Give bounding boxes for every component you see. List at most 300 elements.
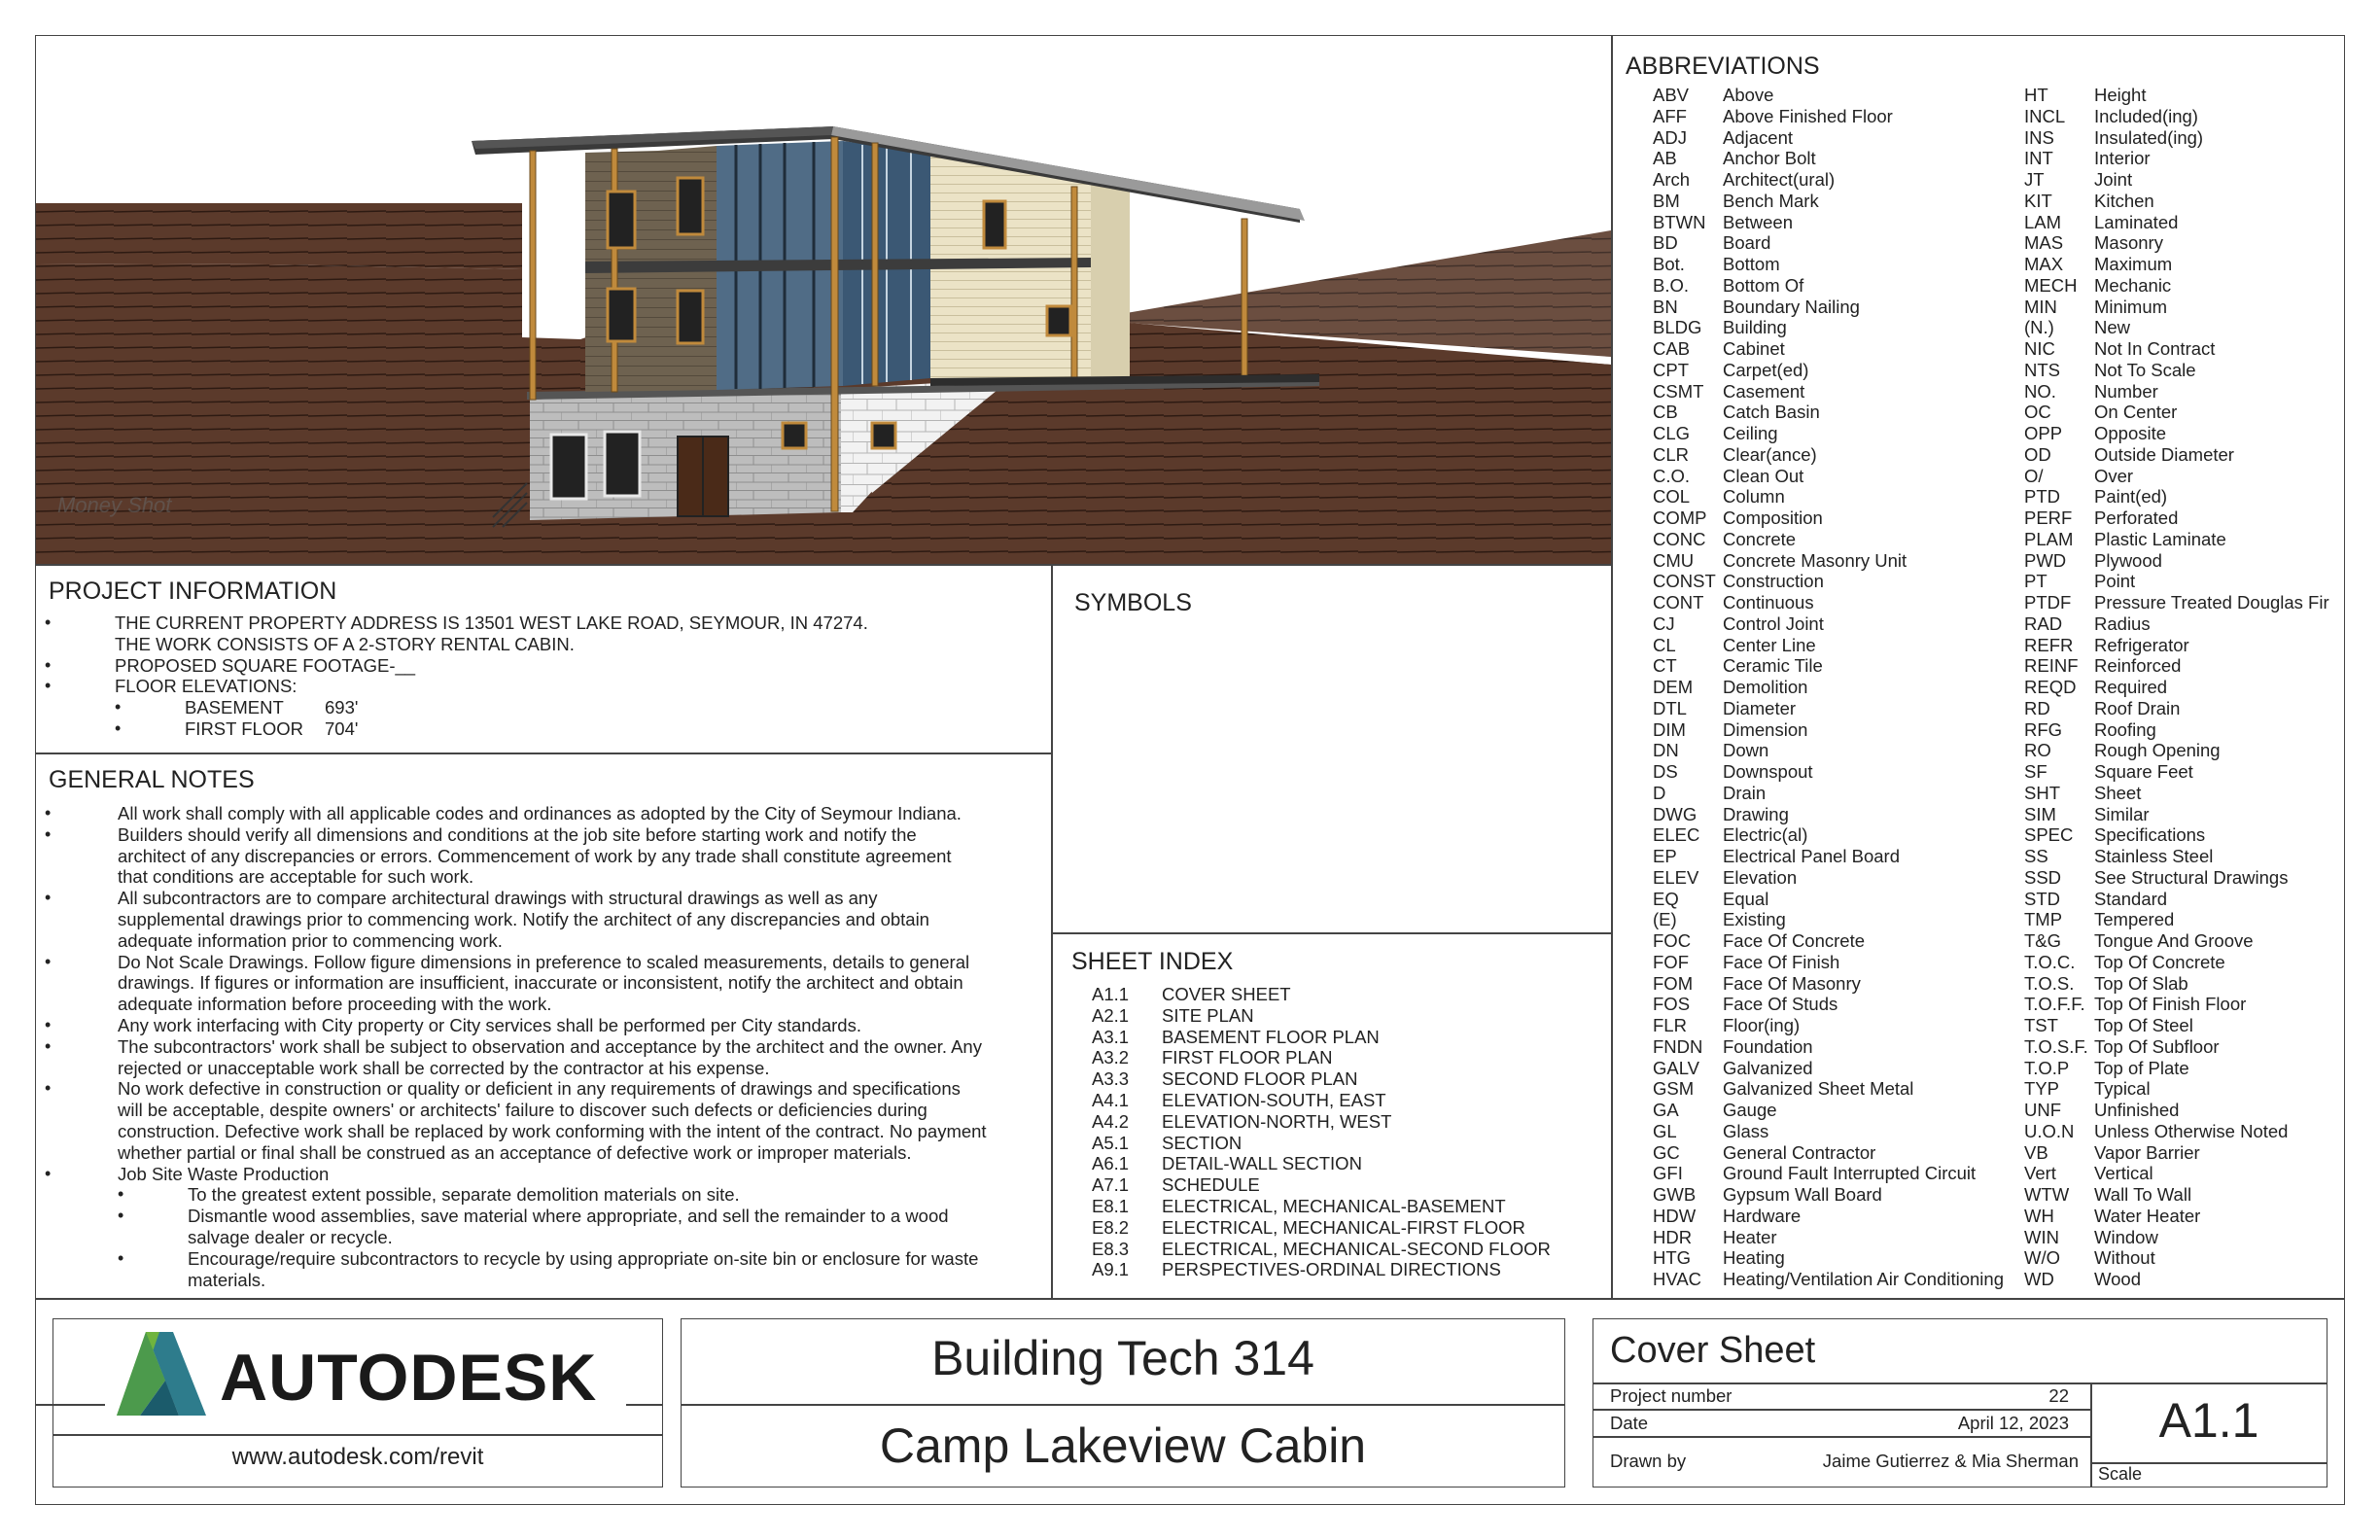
abbreviation-code: FOC bbox=[1653, 930, 1692, 951]
abbreviation-meaning: Concrete Masonry Unit bbox=[1723, 549, 1908, 571]
sheet-title-cell: ELECTRICAL, MECHANICAL-FIRST FLOOR bbox=[1162, 1216, 1525, 1238]
abbreviation-row bbox=[2024, 402, 2177, 423]
abbreviation-row bbox=[1653, 571, 1824, 592]
abbreviation-code: PTDF bbox=[2024, 592, 2072, 612]
abbreviation-meaning: Above bbox=[1723, 85, 1774, 105]
abbreviation-code: INCL bbox=[2024, 105, 2066, 126]
abbreviation-code: SHT bbox=[2024, 782, 2060, 803]
abbreviation-row bbox=[1653, 677, 1807, 698]
note-line: architect of any discrepancies or errors. Commencement of work by any trade shall constitute agreement bbox=[118, 845, 952, 866]
abbreviation-code: FNDN bbox=[1653, 1035, 1703, 1057]
abbreviations-divider bbox=[1611, 35, 1613, 1299]
abbreviation-row bbox=[2024, 466, 2133, 487]
abbreviation-row bbox=[2024, 719, 2156, 741]
abbreviation-meaning: Unless Otherwise Noted bbox=[2094, 1120, 2289, 1141]
abbreviation-row bbox=[2024, 909, 2174, 930]
abbreviation-row bbox=[1653, 106, 1893, 127]
abbreviation-code: SSD bbox=[2024, 866, 2062, 888]
sheet-title-cell: ELECTRICAL, MECHANICAL-SECOND FLOOR bbox=[1162, 1238, 1551, 1259]
abbreviation-meaning: Control Joint bbox=[1723, 612, 1824, 634]
abbreviation-row bbox=[2024, 824, 2205, 846]
abbreviation-row bbox=[1653, 466, 1803, 487]
note-line: rejected or unacceptable work shall be corrected by the contractor at his expense. bbox=[118, 1057, 770, 1078]
abbreviation-row bbox=[1653, 232, 1770, 254]
abbreviation-code: PWD bbox=[2024, 549, 2067, 571]
drawn-by-label: Drawn by bbox=[1610, 1451, 1687, 1471]
logo-tick-right bbox=[626, 1404, 663, 1406]
abbreviation-meaning: Mechanic bbox=[2094, 274, 2172, 296]
abbreviation-code: CJ bbox=[1653, 612, 1675, 634]
abbreviation-code: DWG bbox=[1653, 803, 1698, 824]
abbreviation-meaning: Gypsum Wall Board bbox=[1723, 1184, 1882, 1205]
sheet-index-row bbox=[1092, 1090, 1597, 1111]
abbreviation-row bbox=[2024, 1247, 2155, 1269]
abbreviation-code: D bbox=[1653, 782, 1666, 803]
note-line: No work defective in construction or quality or deficient in any requirements of drawings and specifications bbox=[118, 1078, 961, 1100]
abbreviation-code: (E) bbox=[1653, 909, 1677, 930]
abbreviation-row bbox=[1653, 635, 1816, 656]
note-line: adequate information before proceeding with the work. bbox=[118, 994, 552, 1015]
abbreviation-row bbox=[1653, 1227, 1777, 1248]
abbreviation-code: INT bbox=[2024, 148, 2053, 169]
abbreviation-row bbox=[2024, 952, 2225, 973]
abbreviation-row bbox=[1653, 212, 1793, 233]
abbreviation-row bbox=[2024, 783, 2141, 804]
abbreviation-row bbox=[1653, 804, 1789, 825]
abbreviation-row bbox=[2024, 677, 2167, 698]
abbreviation-row bbox=[2024, 1163, 2153, 1184]
abbreviation-row bbox=[1653, 317, 1787, 338]
abbreviation-row bbox=[2024, 973, 2188, 995]
abbreviation-meaning: Ceiling bbox=[1723, 423, 1778, 443]
abbreviation-code: LAM bbox=[2024, 211, 2062, 232]
abbreviation-row bbox=[2024, 254, 2172, 275]
abbreviation-meaning: Plastic Laminate bbox=[2094, 528, 2226, 549]
autodesk-logo-text: AUTODESK bbox=[220, 1341, 598, 1415]
abbreviation-code: VB bbox=[2024, 1141, 2048, 1163]
elevation-label: FIRST FLOOR bbox=[185, 718, 303, 739]
abbreviation-meaning: Downspout bbox=[1723, 761, 1813, 782]
abbreviation-row bbox=[1653, 338, 1785, 360]
abbreviation-row bbox=[2024, 698, 2180, 719]
abbreviation-meaning: Window bbox=[2094, 1226, 2158, 1247]
sheet-number-cell: A3.2 bbox=[1092, 1047, 1130, 1068]
project-name: Camp Lakeview Cabin bbox=[879, 1418, 1367, 1473]
abbreviation-meaning: Clear(ance) bbox=[1723, 443, 1817, 465]
abbreviation-row bbox=[1653, 930, 1865, 952]
abbreviation-meaning: Bottom bbox=[1723, 254, 1780, 274]
abbreviation-row bbox=[2024, 1121, 2288, 1142]
abbreviation-code: TMP bbox=[2024, 909, 2063, 930]
abbreviation-row bbox=[1653, 275, 1803, 297]
abbreviation-meaning: Electrical Panel Board bbox=[1723, 846, 1901, 866]
abbreviation-row bbox=[1653, 402, 1820, 423]
project-number-value: 22 bbox=[2048, 1385, 2069, 1406]
abbreviation-row bbox=[2024, 930, 2254, 952]
abbreviation-row bbox=[2024, 740, 2221, 761]
sheet-index-row bbox=[1092, 984, 1597, 1005]
abbreviation-meaning: Casement bbox=[1723, 380, 1805, 402]
abbreviation-row bbox=[1653, 1015, 1800, 1036]
abbreviation-code: (N.) bbox=[2024, 317, 2054, 338]
general-notes-heading: GENERAL NOTES bbox=[49, 766, 255, 793]
abbreviation-row bbox=[1653, 952, 1839, 973]
sheet-number-cell: A9.1 bbox=[1092, 1259, 1130, 1280]
abbreviation-code: TYP bbox=[2024, 1078, 2059, 1100]
abbreviation-code: T.O.F.F. bbox=[2024, 994, 2085, 1015]
note-sub-line: salvage dealer or recycle. bbox=[188, 1226, 393, 1247]
abbreviation-code: U.O.N bbox=[2024, 1120, 2075, 1141]
abbreviation-row bbox=[2024, 127, 2203, 149]
abbreviation-meaning: Maximum bbox=[2094, 254, 2173, 274]
abbreviation-meaning: Between bbox=[1723, 211, 1793, 232]
abbreviation-meaning: Square Feet bbox=[2094, 761, 2193, 782]
abbreviation-row bbox=[1653, 1206, 1801, 1227]
abbreviation-code: REFR bbox=[2024, 634, 2074, 655]
abbreviation-code: O/ bbox=[2024, 465, 2044, 486]
symbols-divider bbox=[1051, 564, 1053, 1299]
abbreviation-code: FOM bbox=[1653, 972, 1694, 994]
abbreviation-row bbox=[1653, 529, 1796, 550]
sheet-index-row bbox=[1092, 1217, 1597, 1239]
abbreviation-meaning: Height bbox=[2094, 85, 2147, 105]
abbreviation-code: SS bbox=[2024, 846, 2048, 866]
date-value: April 12, 2023 bbox=[1957, 1413, 2069, 1433]
sheet-index-row bbox=[1092, 1196, 1597, 1217]
abbreviation-row bbox=[1653, 1184, 1882, 1206]
abbreviation-meaning: Over bbox=[2094, 465, 2134, 486]
sheet-number-cell: E8.2 bbox=[1092, 1216, 1130, 1238]
sheet-index-row bbox=[1092, 1239, 1597, 1260]
abbreviation-code: CB bbox=[1653, 402, 1678, 423]
abbreviation-row bbox=[1653, 867, 1797, 889]
abbreviation-code: STD bbox=[2024, 888, 2060, 909]
abbreviation-meaning: Anchor Bolt bbox=[1723, 148, 1816, 169]
abbreviation-row bbox=[1653, 381, 1804, 402]
abbreviation-row bbox=[1653, 550, 1907, 572]
abbreviation-code: FOS bbox=[1653, 994, 1691, 1015]
note-sub-line: materials. bbox=[188, 1269, 266, 1290]
abbreviation-code: WIN bbox=[2024, 1226, 2059, 1247]
abbreviation-code: KIT bbox=[2024, 190, 2052, 211]
abbreviation-meaning: Galvanized bbox=[1723, 1057, 1813, 1078]
note-sub-line: Dismantle wood assemblies, save material where appropriate, and sell the remainder to a wood bbox=[188, 1206, 949, 1227]
abbreviation-code: OD bbox=[2024, 443, 2051, 465]
abbreviation-code: COMP bbox=[1653, 508, 1707, 528]
sheet-number-cell: A3.1 bbox=[1092, 1026, 1130, 1047]
sheet-title-cell: ELECTRICAL, MECHANICAL-BASEMENT bbox=[1162, 1195, 1506, 1216]
abbreviation-meaning: On Center bbox=[2094, 402, 2178, 423]
drawn-by-value: Jaime Gutierrez & Mia Sherman bbox=[1822, 1451, 2079, 1471]
note-line: supplemental drawings prior to commencing work. Notify the architect of any discrepancies and obtain bbox=[118, 908, 929, 929]
abbreviation-meaning: Glass bbox=[1723, 1120, 1769, 1141]
abbreviation-meaning: Joint bbox=[2094, 169, 2133, 190]
logo-tick-left bbox=[35, 1404, 105, 1406]
abbreviation-row bbox=[1653, 423, 1778, 444]
project-title-rule bbox=[681, 1404, 1565, 1406]
abbreviation-code: MAS bbox=[2024, 232, 2064, 254]
project-info-item: PROPOSED SQUARE FOOTAGE-__ bbox=[115, 654, 416, 676]
cabin-rendering bbox=[36, 36, 1611, 564]
abbreviation-code: WH bbox=[2024, 1205, 2054, 1226]
abbreviation-meaning: Masonry bbox=[2094, 232, 2163, 254]
abbreviation-code: GALV bbox=[1653, 1057, 1699, 1078]
abbreviation-meaning: Ground Fault Interrupted Circuit bbox=[1723, 1163, 1977, 1184]
abbreviation-row bbox=[1653, 1078, 1913, 1100]
abbreviation-meaning: Tongue And Groove bbox=[2094, 930, 2254, 951]
abbreviation-code: SF bbox=[2024, 761, 2048, 782]
abbreviation-code: INS bbox=[2024, 126, 2054, 148]
project-info-item: THE WORK CONSISTS OF A 2-STORY RENTAL CABIN. bbox=[115, 633, 575, 654]
abbreviation-row bbox=[2024, 381, 2158, 402]
sheet-index-row bbox=[1092, 1005, 1597, 1027]
abbreviation-row bbox=[1653, 486, 1785, 508]
abbreviation-row bbox=[2024, 444, 2234, 466]
sheet-index-row bbox=[1092, 1047, 1597, 1068]
abbreviation-meaning: Column bbox=[1723, 486, 1785, 508]
abbreviation-code: B.O. bbox=[1653, 274, 1690, 296]
abbreviation-code: BLDG bbox=[1653, 317, 1702, 338]
abbreviation-meaning: Top Of Subfloor bbox=[2094, 1035, 2220, 1057]
date-label: Date bbox=[1610, 1413, 1649, 1433]
abbreviation-row bbox=[2024, 148, 2151, 169]
abbreviation-meaning: Carpet(ed) bbox=[1723, 359, 1809, 380]
abbreviation-code: BTWN bbox=[1653, 211, 1706, 232]
abbreviation-code: T.O.C. bbox=[2024, 951, 2076, 972]
abbreviation-meaning: Outside Diameter bbox=[2094, 443, 2234, 465]
abbreviation-meaning: Clean Out bbox=[1723, 465, 1804, 486]
abbreviation-code: AFF bbox=[1653, 105, 1687, 126]
elevation-value: 704' bbox=[325, 718, 359, 739]
abbreviation-meaning: Drawing bbox=[1723, 803, 1789, 824]
sheet-index-row bbox=[1092, 1153, 1597, 1174]
abbreviation-code: NIC bbox=[2024, 338, 2055, 359]
abbreviation-code: EQ bbox=[1653, 888, 1679, 909]
abbreviation-code: GA bbox=[1653, 1100, 1679, 1120]
sheet-number: A1.1 bbox=[2158, 1393, 2259, 1448]
sheet-title-cell: SITE PLAN bbox=[1162, 1004, 1254, 1026]
abbreviation-row bbox=[1653, 761, 1813, 783]
abbreviation-row bbox=[1653, 254, 1780, 275]
note-sub-line: To the greatest extent possible, separate demolition materials on site. bbox=[188, 1184, 740, 1206]
general-notes-list: • All work shall comply with all applicable codes and ordinances as adopted by the City of Seymour Indiana. • Builders should verify all dimensions and conditions at the job site before starting work and notify the architect of any discrepancies or errors. Commencement of work by any trade shall constitute agreement that conditions are acceptable for such work. • All subcontractors are to compare architectural drawings with structural drawings as well as any supplemental drawings prior to commencing work. Notify the architect of any discrepancies and obtain adequate information prior to commencing work. • Do Not Scale Drawings. Follow figure dimensions in preference to scaled measurements, details to general drawings. If figures or information are insufficient, inaccurate or inconsistent, notify the architect and obtain adequate information before proceeding with the work. • Any work interfacing with City property or City services shall be performed per City standards. • The subcontractors' work shall be subject to observation and acceptance by the architect and the owner. Any rejected or unacceptable work shall be corrected by the contractor at his expense. • No work defective in construction or quality or deficient in any requirements of drawings and specifications will be acceptable, despite owners' or architects' failure to discover such defects or deficiencies during construction. Defective work shall be replaced by work conforming with the intent of the contract. No payment whether partial or final shall be construed as an acceptance of defective work or improper materials. • Job Site Waste Production • To the greatest extent possible, separate demolition materials on site. • Dismantle wood assemblies, save material where appropriate, and sell the remainder to a wood salvage dealer or recycle. • Encourage/require subcontractors to recycle by using appropriate on-site bin or enclosure for waste materials. bbox=[45, 803, 987, 1290]
abbreviation-code: REINF bbox=[2024, 655, 2079, 677]
abbreviation-meaning: Refrigerator bbox=[2094, 634, 2189, 655]
abbreviation-meaning: Tempered bbox=[2094, 909, 2175, 930]
abbreviation-meaning: Typical bbox=[2094, 1078, 2151, 1100]
abbreviation-row bbox=[2024, 85, 2146, 106]
course-title: Building Tech 314 bbox=[931, 1331, 1314, 1385]
project-info-item: THE CURRENT PROPERTY ADDRESS IS 13501 WEST LAKE ROAD, SEYMOUR, IN 47274. bbox=[115, 612, 868, 633]
sheet-info-row-rule-2 bbox=[1592, 1436, 2090, 1438]
abbreviation-meaning: Kitchen bbox=[2094, 190, 2154, 211]
abbreviation-meaning: Opposite bbox=[2094, 423, 2167, 443]
sheet-index-list bbox=[1092, 984, 1597, 1280]
project-number-label: Project number bbox=[1610, 1385, 1732, 1406]
abbreviation-meaning: Not In Contract bbox=[2094, 338, 2216, 359]
abbreviation-meaning: Boundary Nailing bbox=[1723, 296, 1860, 317]
abbreviation-code: T.O.S. bbox=[2024, 972, 2075, 994]
abbreviation-meaning: Top Of Slab bbox=[2094, 972, 2188, 994]
abbreviation-row bbox=[1653, 297, 1860, 318]
abbreviation-row bbox=[1653, 1247, 1785, 1269]
abbreviation-code: CT bbox=[1653, 655, 1677, 677]
abbreviation-meaning: Paint(ed) bbox=[2094, 486, 2168, 508]
abbreviation-code: PLAM bbox=[2024, 528, 2074, 549]
abbreviation-code: DIM bbox=[1653, 718, 1686, 740]
sheet-number-cell: E8.3 bbox=[1092, 1238, 1130, 1259]
abbreviation-meaning: Concrete bbox=[1723, 528, 1797, 549]
abbreviation-meaning: Wall To Wall bbox=[2094, 1184, 2192, 1205]
abbreviation-meaning: Required bbox=[2094, 677, 2168, 697]
abbreviation-code: ABV bbox=[1653, 85, 1690, 105]
abbreviation-meaning: Demolition bbox=[1723, 677, 1808, 697]
abbreviation-code: T.O.P bbox=[2024, 1057, 2070, 1078]
abbreviation-code: GSM bbox=[1653, 1078, 1695, 1100]
abbreviation-code: HTG bbox=[1653, 1247, 1692, 1269]
abbreviation-code: CAB bbox=[1653, 338, 1691, 359]
abbreviation-meaning: Specifications bbox=[2094, 824, 2206, 846]
symbols-heading: SYMBOLS bbox=[1074, 589, 1192, 616]
abbreviation-meaning: Without bbox=[2094, 1247, 2155, 1269]
abbreviation-meaning: Bottom Of bbox=[1723, 274, 1804, 296]
abbreviation-row bbox=[2024, 613, 2151, 635]
title-block-top-rule bbox=[35, 1298, 2345, 1300]
abbreviation-code: C.O. bbox=[1653, 465, 1691, 486]
abbreviation-meaning: Plywood bbox=[2094, 549, 2162, 571]
abbreviation-row bbox=[1653, 1036, 1813, 1058]
abbreviation-row bbox=[1653, 698, 1796, 719]
abbreviation-meaning: Perforated bbox=[2094, 508, 2179, 528]
sheet-number-cell: A3.3 bbox=[1092, 1068, 1130, 1090]
abbreviation-code: DN bbox=[1653, 740, 1679, 761]
abbreviation-meaning: Construction bbox=[1723, 571, 1824, 592]
abbreviation-code: CLG bbox=[1653, 423, 1691, 443]
abbreviation-row bbox=[2024, 867, 2288, 889]
sheet-title-cell: SECTION bbox=[1162, 1132, 1242, 1153]
abbreviation-code: HDR bbox=[1653, 1226, 1693, 1247]
sheet-number-cell: E8.1 bbox=[1092, 1195, 1130, 1216]
abbreviation-code: Vert bbox=[2024, 1163, 2056, 1184]
abbreviation-code: T.O.S.F. bbox=[2024, 1035, 2088, 1057]
abbreviation-meaning: Radius bbox=[2094, 612, 2151, 634]
abbreviation-meaning: Roofing bbox=[2094, 718, 2156, 740]
project-information-heading: PROJECT INFORMATION bbox=[49, 578, 337, 605]
abbreviation-row bbox=[2024, 423, 2166, 444]
abbreviation-row bbox=[1653, 824, 1807, 846]
abbreviation-meaning: Top of Plate bbox=[2094, 1057, 2189, 1078]
abbreviation-meaning: Bench Mark bbox=[1723, 190, 1819, 211]
abbreviation-row bbox=[1653, 1142, 1875, 1164]
sheet-number-cell: A5.1 bbox=[1092, 1132, 1130, 1153]
abbreviation-row bbox=[1653, 1269, 2004, 1290]
abbreviation-meaning: Top Of Steel bbox=[2094, 1015, 2193, 1035]
abbreviation-code: HT bbox=[2024, 85, 2048, 105]
abbreviation-code: CONT bbox=[1653, 592, 1704, 612]
abbreviation-row bbox=[2024, 360, 2196, 381]
sheet-title-cell: ELEVATION-NORTH, WEST bbox=[1162, 1110, 1392, 1132]
abbreviation-code: DTL bbox=[1653, 697, 1687, 718]
abbreviation-code: T&G bbox=[2024, 930, 2062, 951]
abbreviation-code: EP bbox=[1653, 846, 1677, 866]
abbreviation-meaning: Interior bbox=[2094, 148, 2151, 169]
sheet-index-row bbox=[1092, 1259, 1597, 1280]
abbreviation-meaning: Building bbox=[1723, 317, 1787, 338]
abbreviation-code: CL bbox=[1653, 634, 1676, 655]
abbreviation-row bbox=[1653, 592, 1814, 613]
project-information-list: • THE CURRENT PROPERTY ADDRESS IS 13501 WEST LAKE ROAD, SEYMOUR, IN 47274. THE WORK CONSISTS OF A 2-STORY RENTAL CABIN. • PROPOSED SQUARE FOOTAGE-__ • FLOOR ELEVATIONS: • BASEMENT 693' • FIRST FLOOR 704' bbox=[45, 612, 868, 739]
abbreviation-meaning: Continuous bbox=[1723, 592, 1814, 612]
abbreviation-code: CSMT bbox=[1653, 380, 1704, 402]
watermark-text: Money Shot bbox=[57, 493, 172, 517]
abbreviation-meaning: Included(ing) bbox=[2094, 105, 2198, 126]
abbreviation-code: CONST bbox=[1653, 571, 1716, 592]
abbreviation-meaning: Face Of Masonry bbox=[1723, 972, 1861, 994]
abbreviation-row bbox=[1653, 740, 1768, 761]
abbreviation-meaning: Equal bbox=[1723, 888, 1769, 909]
abbreviation-meaning: General Contractor bbox=[1723, 1141, 1876, 1163]
note-line: Do Not Scale Drawings. Follow figure dimensions in preference to scaled measurements, details to general bbox=[118, 951, 970, 972]
abbreviation-row bbox=[2024, 191, 2154, 212]
abbreviation-row bbox=[2024, 1227, 2158, 1248]
abbreviation-code: OC bbox=[2024, 402, 2051, 423]
abbreviation-code: WD bbox=[2024, 1269, 2054, 1289]
abbreviation-code: HDW bbox=[1653, 1205, 1697, 1226]
sheet-title-cell: FIRST FLOOR PLAN bbox=[1162, 1047, 1333, 1068]
abbreviation-code: RO bbox=[2024, 740, 2051, 761]
abbreviation-code: TST bbox=[2024, 1015, 2058, 1035]
sheet-title-cell: BASEMENT FLOOR PLAN bbox=[1162, 1026, 1380, 1047]
abbreviation-code: JT bbox=[2024, 169, 2045, 190]
abbreviation-row bbox=[2024, 338, 2215, 360]
sheet-number-cell: A6.1 bbox=[1092, 1153, 1130, 1174]
abbreviation-meaning: Pressure Treated Douglas Fir bbox=[2094, 592, 2329, 612]
abbreviation-row bbox=[1653, 719, 1807, 741]
sheet-title-cell: SCHEDULE bbox=[1162, 1174, 1260, 1196]
abbreviation-meaning: Insulated(ing) bbox=[2094, 126, 2204, 148]
abbreviation-meaning: Galvanized Sheet Metal bbox=[1723, 1078, 1914, 1100]
abbreviation-code: GL bbox=[1653, 1120, 1677, 1141]
abbreviation-meaning: Cabinet bbox=[1723, 338, 1785, 359]
abbreviation-row bbox=[1653, 508, 1823, 529]
abbreviation-code: CLR bbox=[1653, 443, 1690, 465]
note-line: whether partial or final shall be construed as an acceptance of defective work or improper materials. bbox=[118, 1141, 912, 1163]
abbreviation-row bbox=[2024, 846, 2213, 867]
abbreviation-meaning: Above Finished Floor bbox=[1723, 105, 1893, 126]
abbreviation-meaning: Standard bbox=[2094, 888, 2168, 909]
abbreviation-code: ELEV bbox=[1653, 866, 1699, 888]
abbreviation-row bbox=[2024, 571, 2135, 592]
abbreviation-meaning: Sheet bbox=[2094, 782, 2142, 803]
abbreviation-meaning: Center Line bbox=[1723, 634, 1816, 655]
abbreviation-meaning: Elevation bbox=[1723, 866, 1798, 888]
abbreviation-row bbox=[2024, 529, 2226, 550]
abbreviation-meaning: Diameter bbox=[1723, 697, 1797, 718]
abbreviation-row bbox=[1653, 148, 1816, 169]
abbreviation-meaning: Vertical bbox=[2094, 1163, 2153, 1184]
abbreviation-row bbox=[1653, 973, 1861, 995]
abbreviation-row bbox=[1653, 444, 1817, 466]
abbreviation-meaning: Electric(al) bbox=[1723, 824, 1808, 846]
abbreviation-code: SPEC bbox=[2024, 824, 2074, 846]
abbreviation-row bbox=[2024, 212, 2178, 233]
abbreviation-meaning: Face Of Finish bbox=[1723, 951, 1840, 972]
abbreviation-meaning: Heating/Ventilation Air Conditioning bbox=[1723, 1269, 2004, 1289]
abbreviation-row bbox=[2024, 635, 2189, 656]
abbreviation-code: GWB bbox=[1653, 1184, 1697, 1205]
sheet-number-cell: A1.1 bbox=[1092, 984, 1130, 1004]
note-line: that conditions are acceptable for such work. bbox=[118, 866, 474, 888]
